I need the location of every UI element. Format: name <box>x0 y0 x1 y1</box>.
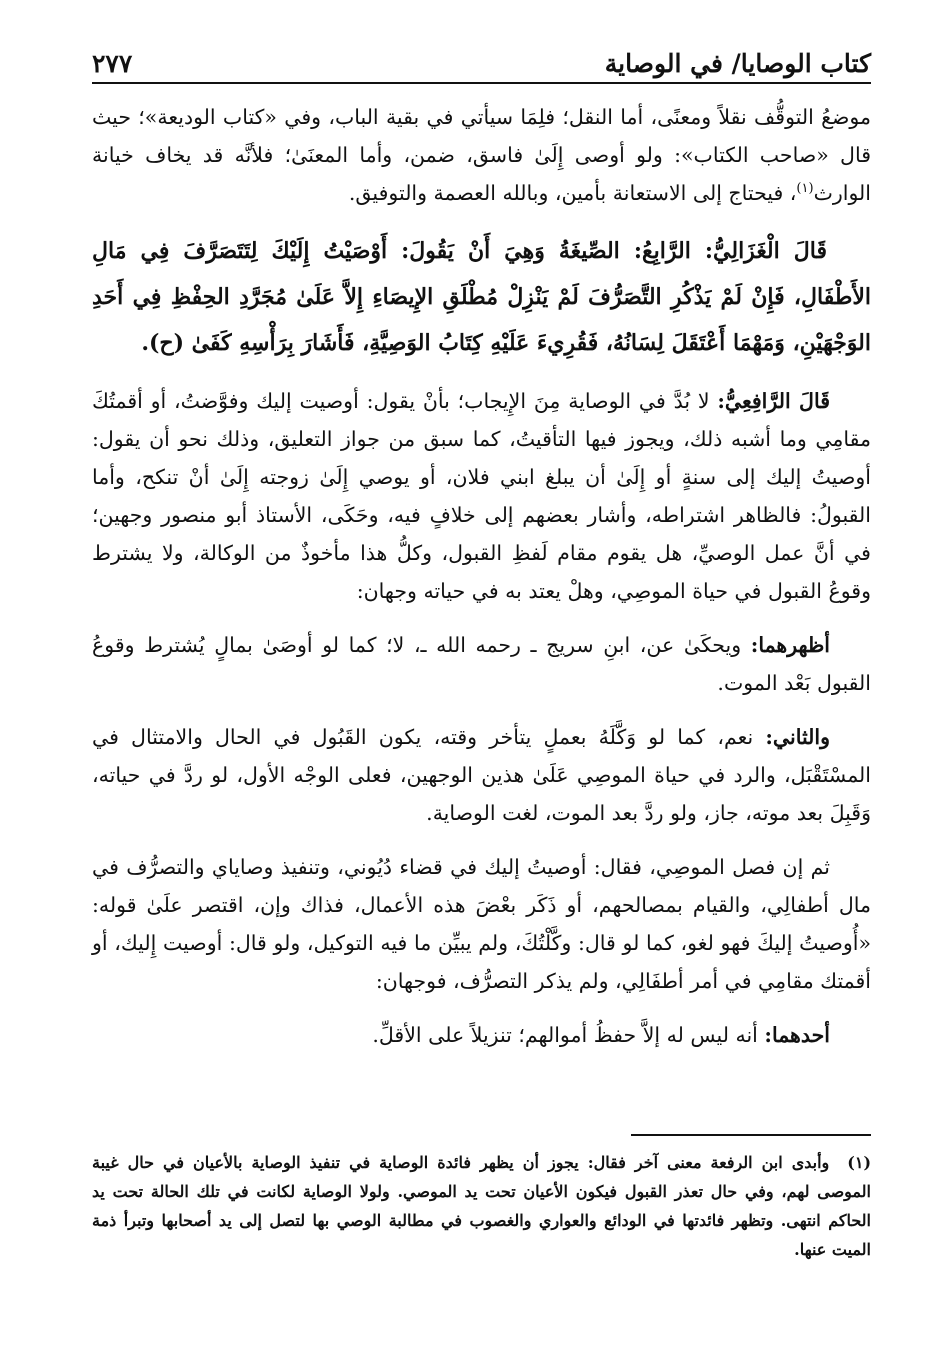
footnote-1 <box>92 1148 871 1264</box>
paragraph-lead: أحدهما: <box>764 1023 830 1047</box>
paragraph-lead: قَالَ الرَّافِعِيُّ: <box>717 389 830 413</box>
paragraph-detail <box>92 848 871 1000</box>
paragraph-text: ثم إن فصل الموصِي، فقال: أوصيتُ إليك في قضاء دُيُوني، وتنفيذ وصاياي والتصرُّف في مال أطفالِي، والقيام بمصالحهم، أو ذَكَر بعْضَ هذه الأعمال، فذاك وإن، اقتصر علَىٰ قوله: «أُوصيتُ إليكَ فهو لغو، كما لو قال: وكَّلْتُكَ، ولم يبيِّن ما فيه التوكيل، ولو قال: أوصيت إِليك، أو أقمتك مقامِي في أمر أطفَالِي، ولم يذكر التصرُّف، فوجهان: <box>92 855 871 993</box>
footnotes <box>92 1148 871 1280</box>
paragraph-text: الرَّابِعُ: الصِّيغَةُ وَهِيَ أَنْ يَقُولَ: أَوْصَيْتُ إِلَيْكَ لِتَتَصَرَّفَ فِي مَالِ الأَطْفَالِ، فَإِنْ لَمْ يَذْكُرِ التَّصَرُّفَ لَمْ يَنْزِلْ مُطْلَقِ الإِيصَاءِ إِلاَّ عَلَىٰ مُجَرَّدِ الحِفْظِ فِي أَحَدِ الوَجْهَيْنِ، وَمَهْمَا أَعْتَقَلَ لِسَانُهُ، فَقُرِيءَ عَلَيْهِ كِتَابُ الوَصِيَّةِ، فَأَشَارَ بِرَأْسِهِ كَفَىٰ (ح). <box>92 238 871 356</box>
paragraph-lead: والثاني: <box>765 725 830 749</box>
paragraph-one-of-them <box>92 1016 871 1054</box>
paragraph-lead: قَالَ الْغَزَالِيُّ: <box>704 238 827 264</box>
paragraph-text: موضعُ التوقُّف نقلاً ومعنًى، أما النقل؛ فلِمَا سيأتي في بقية الباب، وفي «كتاب الوديعة»؛ حيث قال «صاحب الكتاب»: ولو أوصى إِلَىٰ فاسق، ضمن، وأما المعنَىٰ؛ فلأنَّه قد يخاف خيانة الوارث <box>92 105 871 205</box>
paragraph-lead: أظهرهما: <box>750 633 830 657</box>
paragraph-1 <box>92 98 871 212</box>
footnote-number: (١) <box>847 1153 872 1172</box>
paragraph-second-view <box>92 718 871 832</box>
paragraph-first-view <box>92 626 871 702</box>
paragraph-text: لا بُدَّ في الوصاية مِنَ الإِيجاب؛ بأنْ يقول: أوصيت إليك وفوَّضتُ، أو أقمتُكَ مقامِي وما أشبه ذلك، ويجوز فيها التأقيتُ، كما سبق من جواز التعليق، وذلك نحو أن يقول: أوصيتُ إليك إلى سنةٍ أو إِلَىٰ أن يبلغ ابني فلان، أو يوصي إِلَىٰ زوجته إِلَىٰ أنْ تنكح، وأما القبولُ: فالظاهر اشتراطه، وأشار بعضهم إلى خلافٍ فيه، وحَكَى، الأستاذ أبو منصور وجهين؛ في أنَّ عمل الوصيِّ، هل يقوم مقام لَفظِ القبول، وكلُّ هذا مأخوذٌ من الوكالة، ولا يشترط وقوعُ القبول في حياة الموصِي، وهلْ يعتد به في حياته وجهان: <box>92 389 871 603</box>
footnote-text: وأبدى ابن الرفعة معنى آخر فقال: يجوز أن يظهر فائدة الوصاية في تنفيذ الوصاية بالأعيان في حال غيبة الموصى لهم، وفي حال تعذر القبول فيكون الأعيان تحت يد الموصي. ولولا الوصاية لكانت في تلك الحالة تحت يد الحاكم انتهى. وتظهر فائدتها في الودائع والعواري والغصوب في مطالبة الوصي بها لتصل إلى يد أصحابها وتبرأ ذمة الميت عنها. <box>92 1153 872 1259</box>
footnote-reference[interactable]: (١) <box>796 181 814 197</box>
page-body <box>92 98 871 1070</box>
paragraph-text: نعم، كما لو وَكَّلَهُ بعملٍ يتأخر وقته، يكون القَبُول في الحال والامتثال في المسْتَقْبَل، والرد في حياة الموصِي عَلَىٰ هذين الوجهين، فعلى الوجْه الأول، لو ردَّ في حياته، وَقَبِلَ بعد موته، جاز، ولو ردَّ بعد الموت، لغت الوصاية. <box>92 725 871 825</box>
paragraph-text: ويحكَىٰ عن، ابنِ سريج ـ رحمه الله ـ، لا؛ كما لو أوصَىٰ بمالٍ يُشترط وقوعُ القبول بَعْد الموت. <box>92 633 871 695</box>
page-number: ٢٧٧ <box>92 49 133 78</box>
page-header <box>92 38 871 78</box>
paragraph-ghazali <box>92 228 871 366</box>
footnote-rule <box>631 1134 871 1136</box>
paragraph-rafii <box>92 382 871 610</box>
paragraph-text-continued: ، فيحتاج إلى الاستعانة بأمين، وبالله العصمة والتوفيق. <box>348 181 797 205</box>
running-title: كتاب الوصايا/ في الوصاية <box>604 49 871 78</box>
paragraph-text: أنه ليس له إلاَّ حفظُ أموالهم؛ تنزيلاً على الأقلِّ. <box>372 1023 765 1047</box>
header-rule <box>92 82 871 84</box>
